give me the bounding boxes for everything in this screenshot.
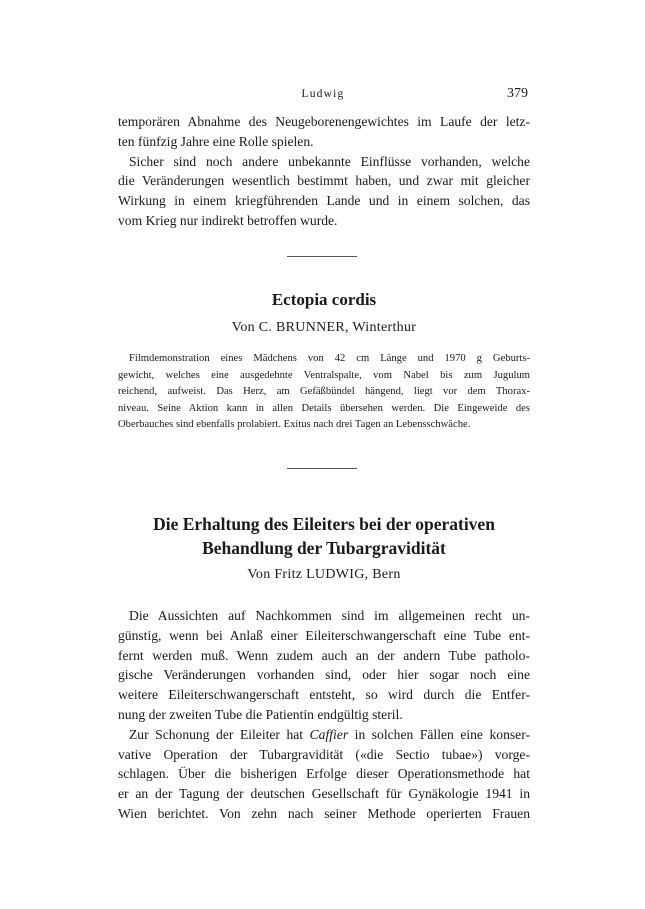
text-line: Wien berichtet. Von zehn nach seiner Methode operierten Frauen: [118, 805, 530, 821]
text-fragment: Zur Schonung der Eileiter hat: [129, 726, 310, 742]
running-head: Ludwig: [301, 88, 345, 100]
text-line: Wirkung in einem kriegführenden Lande und in einem solchen, das: [118, 193, 530, 209]
text-line: gische Veränderungen vorhanden sind, oder hier sogar noch eine: [118, 667, 530, 683]
text-line: reichend, aufweist. Das Herz, am Gefäßbündel hängend, liegt vor dem Thorax-: [118, 386, 530, 397]
article-title-ectopia-cordis: Ectopia cordis: [271, 290, 377, 309]
article-author: Von Fritz LUDWIG, Bern: [247, 567, 401, 582]
text-line: nung der zweiten Tube die Patientin endgültig steril.: [118, 706, 403, 722]
text-line: günstig, wenn bei Anlaß einer Eileiterschwangerschaft eine Tube ent-: [118, 627, 530, 643]
section-divider: [287, 256, 357, 257]
body-paragraph-2: [118, 725, 530, 824]
article-abstract: [118, 351, 530, 434]
page-number: 379: [507, 86, 528, 101]
intro-paragraph-2: [118, 152, 530, 231]
text-line: Oberbauches sind ebenfalls prolabiert. Exitus nach drei Tagen an Lebensschwäche.: [118, 419, 471, 430]
text-line: vom Krieg nur indirekt betroffen wurde.: [118, 212, 338, 228]
title-line: Die Erhaltung des Eileiters bei der operativen: [153, 514, 495, 534]
text-line: er an der Tagung der deutschen Gesellschaft für Gynäkologie 1941 in: [118, 786, 530, 802]
text-line: vative Operation der Tubargravidität («die Sectio tubae») vorge-: [118, 746, 530, 762]
article-author: Von C. BRUNNER, Winterthur: [231, 320, 417, 335]
body-paragraph-1: [118, 606, 530, 725]
text-line: ten fünfzig Jahre eine Rolle spielen.: [118, 133, 314, 149]
text-line: [118, 725, 530, 745]
article-title-eileiter: [118, 512, 530, 560]
intro-paragraph-1: [118, 112, 530, 152]
title-line: Behandlung der Tubargravidität: [202, 538, 446, 558]
text-line: schlagen. Über die bisherigen Erfolge dieser Operationsmethode hat: [118, 766, 530, 782]
text-line: weitere Eileiterschwangerschaft entsteht, so wird durch die Entfer-: [118, 687, 530, 703]
text-line: Die Aussichten auf Nachkommen sind im allgemeinen recht un-: [129, 608, 530, 623]
text-line: Sicher sind noch andere unbekannte Einflüsse vorhanden, welche: [129, 153, 530, 169]
text-fragment: in solchen Fällen eine konser-: [348, 726, 530, 742]
text-line: niveau. Seine Aktion kann in allen Details übersehen werden. Die Eingeweide des: [118, 402, 530, 414]
author-name-italic: Caffier: [309, 726, 349, 742]
text-line: gewicht, welches eine ausgedehnte Ventralspalte, vom Nabel bis zum Jugulum: [118, 369, 530, 381]
page-header: [118, 86, 528, 102]
section-divider: [287, 468, 357, 469]
text-line: Filmdemonstration eines Mädchens von 42 cm Länge und 1970 g Geburts-: [129, 353, 530, 364]
text-line: fernt werden muß. Wenn zudem auch an der andern Tube patholo-: [118, 647, 530, 663]
text-line: die Veränderungen wesentlich bestimmt haben, und zwar mit gleicher: [118, 173, 530, 189]
text-line: temporären Abnahme des Neugeborenengewichtes im Laufe der letz-: [118, 114, 530, 129]
